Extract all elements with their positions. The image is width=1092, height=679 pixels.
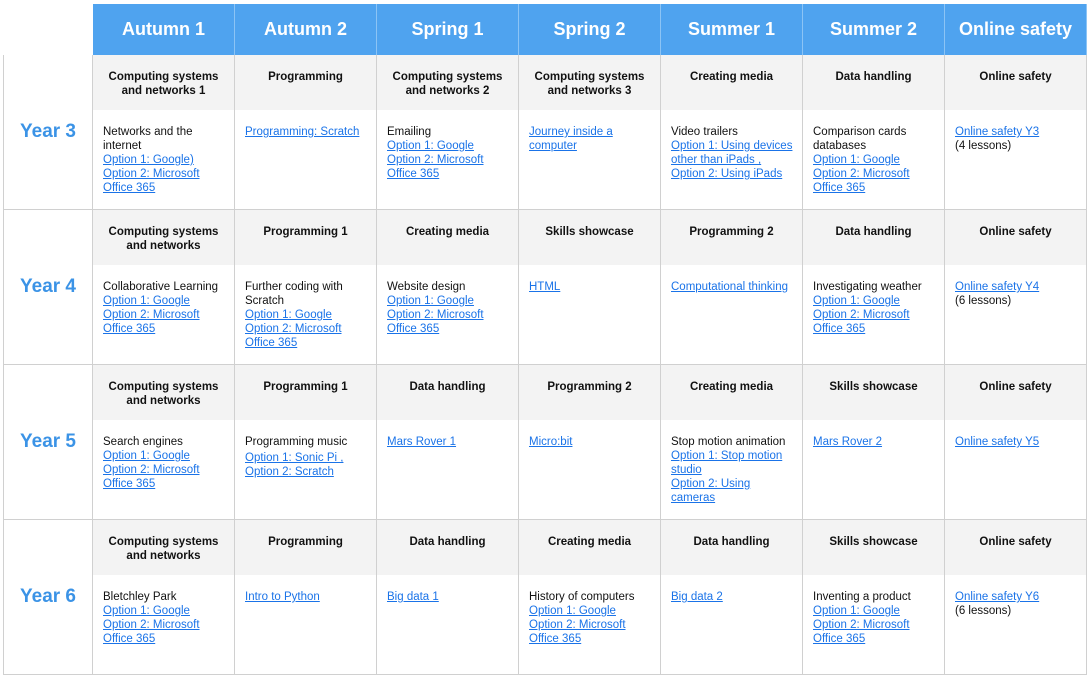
unit-cell: [93, 575, 235, 675]
topic-heading: Programming 1: [235, 365, 377, 420]
unit-link[interactable]: Option 2: Microsoft Office 365: [103, 309, 200, 335]
topic-heading: Computing systems and networks 1: [93, 55, 235, 110]
header-spring-1: Spring 1: [377, 4, 519, 55]
year-label: Year 3: [3, 55, 93, 210]
unit-link[interactable]: Option 2: Microsoft Office 365: [813, 168, 910, 194]
topic-heading: Programming 2: [661, 210, 803, 265]
topic-heading: Computing systems and networks: [93, 210, 235, 265]
unit-link[interactable]: Option 1: Google: [103, 450, 190, 462]
unit-link[interactable]: Mars Rover 2: [813, 436, 883, 448]
unit-link[interactable]: Option 2: Using iPads: [671, 168, 783, 180]
topic-heading: Computing systems and networks 3: [519, 55, 661, 110]
unit-cell: [519, 420, 661, 520]
unit-link[interactable]: Computational thinking: [671, 281, 788, 293]
unit-cell: [803, 265, 945, 365]
lesson-count-note: (6 lessons): [955, 295, 1012, 307]
unit-title: Emailing: [387, 126, 432, 138]
header-summer-1: Summer 1: [661, 4, 803, 55]
unit-cell: [93, 420, 235, 520]
lesson-count-note: (4 lessons): [955, 140, 1012, 152]
unit-link[interactable]: Option 2: Microsoft Office 365: [813, 619, 910, 645]
unit-link[interactable]: Option 2: Microsoft Office 365: [245, 323, 342, 349]
unit-cell: [377, 110, 519, 210]
unit-link[interactable]: Big data 2: [671, 591, 723, 603]
topic-heading: Skills showcase: [803, 365, 945, 420]
unit-cell: [235, 110, 377, 210]
topic-heading: Online safety: [945, 520, 1087, 575]
unit-title: Investigating weather: [813, 281, 922, 293]
topic-heading: Skills showcase: [519, 210, 661, 265]
topic-heading: Online safety: [945, 365, 1087, 420]
topic-heading: Computing systems and networks 2: [377, 55, 519, 110]
unit-link[interactable]: Option 2: Microsoft Office 365: [529, 619, 626, 645]
unit-link[interactable]: Option 1: Google: [813, 154, 900, 166]
unit-link[interactable]: Intro to Python: [245, 591, 320, 603]
topic-heading: Computing systems and networks: [93, 520, 235, 575]
unit-link[interactable]: Option 1: Google: [387, 140, 474, 152]
topic-heading: Data handling: [803, 210, 945, 265]
unit-cell: [235, 265, 377, 365]
unit-link[interactable]: Mars Rover 1: [387, 436, 457, 448]
topic-heading: Creating media: [519, 520, 661, 575]
unit-cell: [803, 110, 945, 210]
unit-link[interactable]: Option 1: Using devices other than iPads ,: [671, 140, 793, 166]
unit-cell: [519, 575, 661, 675]
unit-link[interactable]: Option 1: Google: [103, 605, 190, 617]
unit-link[interactable]: HTML: [529, 281, 561, 293]
unit-cell: [661, 265, 803, 365]
topic-heading: Programming 2: [519, 365, 661, 420]
unit-link[interactable]: Option 2: Microsoft Office 365: [103, 464, 200, 490]
unit-cell: [803, 420, 945, 520]
header-autumn-2: Autumn 2: [235, 4, 377, 55]
topic-heading: Data handling: [661, 520, 803, 575]
unit-link[interactable]: Option 1: Google: [387, 295, 474, 307]
unit-cell: [661, 575, 803, 675]
unit-title: Stop motion animation: [671, 436, 786, 448]
header-online-safety: Online safety: [945, 4, 1087, 55]
unit-cell: [661, 110, 803, 210]
year-label: Year 6: [3, 520, 93, 675]
unit-link[interactable]: Option 1: Google: [813, 605, 900, 617]
topic-heading: Online safety: [945, 210, 1087, 265]
corner-cell: [3, 4, 93, 55]
unit-link[interactable]: Option 2: Microsoft Office 365: [103, 168, 200, 194]
unit-cell: [519, 265, 661, 365]
unit-link[interactable]: Option 1: Stop motion studio: [671, 450, 783, 476]
unit-link[interactable]: Option 2: Microsoft Office 365: [103, 619, 200, 645]
unit-link[interactable]: Option 1: Google: [813, 295, 900, 307]
unit-link[interactable]: Online safety Y5: [955, 436, 1040, 448]
unit-cell: [235, 420, 377, 520]
unit-cell: [519, 110, 661, 210]
unit-cell: [945, 575, 1087, 675]
header-summer-2: Summer 2: [803, 4, 945, 55]
unit-link[interactable]: Option 2: Using cameras: [671, 478, 751, 504]
unit-title: Video trailers: [671, 126, 738, 138]
unit-title: Collaborative Learning: [103, 281, 219, 293]
topic-heading: Skills showcase: [803, 520, 945, 575]
unit-title: Comparison cards databases: [813, 126, 907, 152]
unit-cell: [661, 420, 803, 520]
topic-heading: Creating media: [661, 365, 803, 420]
unit-link[interactable]: Option 1: Sonic Pi ,: [245, 452, 344, 464]
topic-heading: Creating media: [661, 55, 803, 110]
unit-link[interactable]: Journey inside a computer: [529, 126, 613, 152]
unit-link[interactable]: Option 1: Google: [245, 309, 332, 321]
unit-cell: [93, 110, 235, 210]
unit-link[interactable]: Big data 1: [387, 591, 439, 603]
unit-link[interactable]: Online safety Y4: [955, 281, 1040, 293]
unit-link[interactable]: Online safety Y3: [955, 126, 1040, 138]
unit-link[interactable]: Online safety Y6: [955, 591, 1040, 603]
unit-cell: [377, 575, 519, 675]
unit-cell: [803, 575, 945, 675]
topic-heading: Programming: [235, 520, 377, 575]
topic-heading: Creating media: [377, 210, 519, 265]
unit-cell: [945, 265, 1087, 365]
unit-title: Further coding with Scratch: [245, 281, 343, 307]
topic-heading: Computing systems and networks: [93, 365, 235, 420]
unit-link[interactable]: Option 1: Google: [103, 295, 190, 307]
topic-heading: Programming: [235, 55, 377, 110]
unit-link[interactable]: Option 2: Scratch: [245, 466, 334, 478]
unit-title: History of computers: [529, 591, 635, 603]
header-spring-2: Spring 2: [519, 4, 661, 55]
topic-heading: Online safety: [945, 55, 1087, 110]
unit-title: Search engines: [103, 436, 183, 448]
year-label: Year 5: [3, 365, 93, 520]
topic-heading: Data handling: [377, 520, 519, 575]
topic-heading: Programming 1: [235, 210, 377, 265]
unit-cell: [945, 420, 1087, 520]
curriculum-table: [3, 4, 1087, 675]
unit-link[interactable]: Programming: Scratch: [245, 126, 360, 138]
unit-link[interactable]: Option 1: Google): [103, 154, 194, 166]
unit-title: Website design: [387, 281, 466, 293]
unit-title: Bletchley Park: [103, 591, 177, 603]
unit-cell: [945, 110, 1087, 210]
unit-link[interactable]: Micro:bit: [529, 436, 573, 448]
unit-link[interactable]: Option 2: Microsoft Office 365: [387, 309, 484, 335]
topic-heading: Data handling: [803, 55, 945, 110]
topic-heading: Data handling: [377, 365, 519, 420]
unit-cell: [377, 420, 519, 520]
header-autumn-1: Autumn 1: [93, 4, 235, 55]
lesson-count-note: (6 lessons): [955, 605, 1012, 617]
unit-cell: [93, 265, 235, 365]
unit-link[interactable]: Option 2: Microsoft Office 365: [387, 154, 484, 180]
unit-title: Programming music: [245, 436, 348, 448]
unit-link[interactable]: Option 1: Google: [529, 605, 616, 617]
unit-title: Networks and the internet: [103, 126, 193, 152]
year-label: Year 4: [3, 210, 93, 365]
unit-cell: [235, 575, 377, 675]
unit-cell: [377, 265, 519, 365]
unit-link[interactable]: Option 2: Microsoft Office 365: [813, 309, 910, 335]
unit-title: Inventing a product: [813, 591, 911, 603]
